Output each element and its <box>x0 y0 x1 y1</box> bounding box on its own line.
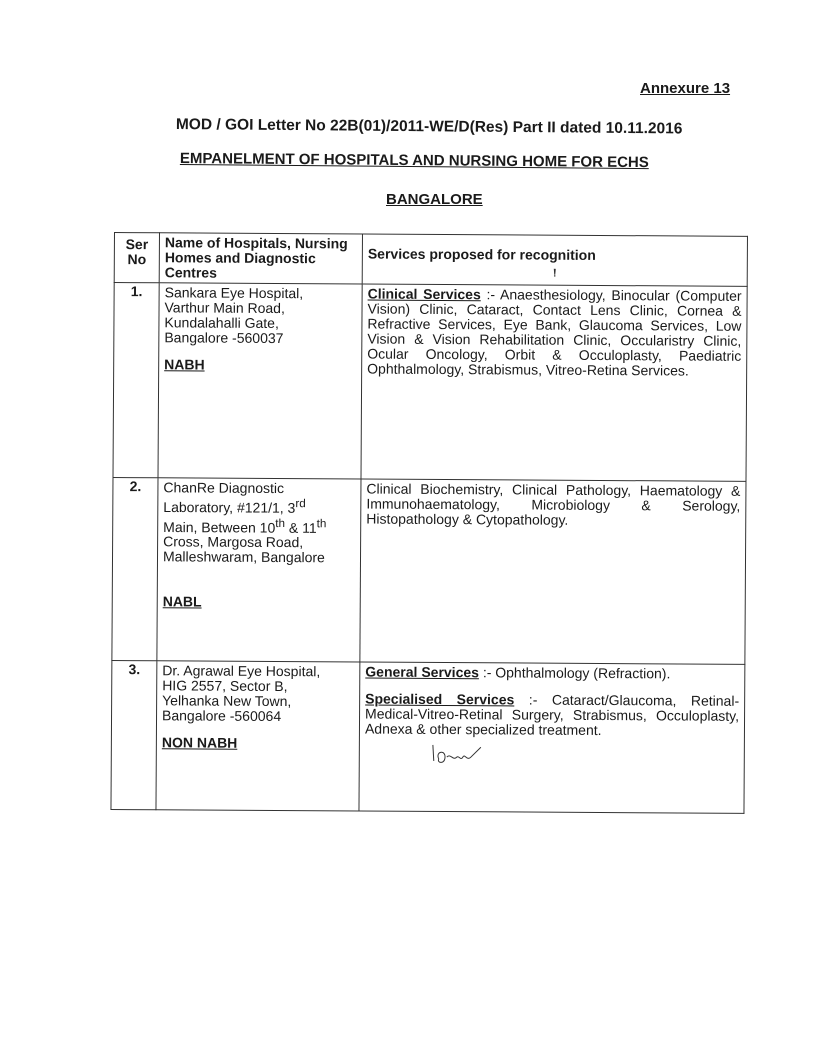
name-text: Main, Between 10 <box>163 518 276 536</box>
service-category-label: Specialised Services <box>365 690 515 708</box>
name-line: Yelhanka New Town, <box>162 692 292 710</box>
table-row <box>112 477 746 664</box>
name-line: HIG 2557, Sector B, <box>162 677 288 695</box>
header-name: Name of Hospitals, Nursing Homes and Diagnostic Centres <box>159 233 362 284</box>
document-heading: EMPANELMENT OF HOSPITALS AND NURSING HOME FOR ECHS <box>179 150 649 172</box>
name-text: & 11 <box>284 519 317 536</box>
row-ser: 2. <box>112 477 158 660</box>
accreditation-badge: NABH <box>164 356 205 373</box>
annexure-label: Annexure 13 <box>640 80 731 97</box>
name-line: ChanRe Diagnostic <box>163 479 285 497</box>
row-name-cell <box>158 283 362 479</box>
header-services-text: Services proposed for recognition <box>367 245 596 263</box>
name-line: Bangalore -560064 <box>161 707 282 725</box>
pen-mark-icon <box>552 269 558 277</box>
service-text: :- Cataract/Glaucoma, Retinal-Medical-Vitreo-Retinal Surgery, Strabismus, Occuloplasty, Adnexa & other specialized treatment. <box>364 691 740 738</box>
table-row <box>111 660 745 813</box>
row-ser: 1. <box>113 283 159 478</box>
name-line: Bangalore -560037 <box>164 329 284 347</box>
specialised-services-block <box>365 692 739 739</box>
name-superscript: rd <box>295 497 306 511</box>
letter-reference: MOD / GOI Letter No 22B(01)/2011-WE/D(Res) Part II dated 10.11.2016 <box>175 116 683 138</box>
name-line <box>163 495 355 516</box>
signature-icon <box>425 739 485 769</box>
name-superscript: th <box>316 516 327 530</box>
row-services-cell <box>359 662 745 813</box>
service-text: :- Ophthalmology (Refraction). <box>482 664 671 682</box>
service-category-label: General Services <box>365 663 480 681</box>
service-text: :- Anaesthesiology, Binocular (Computer Vision) Clinic, Cataract, Contact Lens Clinic, Cornea & Refractive Services, Eye Bank, Glaucoma Services, Low Vision & Vision Rehabilitation Clinic, Occularistry Clinic, Ocular Oncology, Orbit & Occuloplasty, Paediatric Ophthalmology, Strabismus, Vitreo-Retina Services. <box>367 286 742 379</box>
row-ser: 3. <box>111 660 157 809</box>
row-services-cell <box>361 284 747 481</box>
name-text: Laboratory, #121/1, 3 <box>163 498 296 516</box>
city-heading: BANGALORE <box>386 191 483 208</box>
name-line: Malleshwaram, Bangalore <box>162 548 325 566</box>
name-line <box>163 515 355 536</box>
name-superscript: th <box>275 516 286 530</box>
row-services-cell <box>360 479 746 664</box>
name-line: Varthur Main Road, <box>164 299 285 317</box>
service-text: Clinical Biochemistry, Clinical Pathology, Haematology & Immunohaematology, Microbiology & Serology, Histopathology & Cytopathology. <box>366 480 741 528</box>
table-row <box>113 283 747 482</box>
name-line: Kundalahalli Gate, <box>164 314 279 332</box>
name-line: Cross, Margosa Road, <box>163 533 304 551</box>
name-line: Dr. Agrawal Eye Hospital, <box>162 662 321 680</box>
service-category-label: Clinical Services <box>367 285 481 303</box>
empanelment-table <box>110 232 747 814</box>
row-name-cell <box>156 661 360 811</box>
name-line: Sankara Eye Hospital, <box>164 284 304 302</box>
general-services-block <box>365 665 739 682</box>
accreditation-badge: NON NABH <box>161 734 238 751</box>
row-name-cell <box>157 478 361 662</box>
header-ser-no: Ser No <box>114 233 159 283</box>
accreditation-badge: NABL <box>162 593 202 610</box>
table-header-row <box>114 233 747 287</box>
header-services <box>362 234 747 286</box>
